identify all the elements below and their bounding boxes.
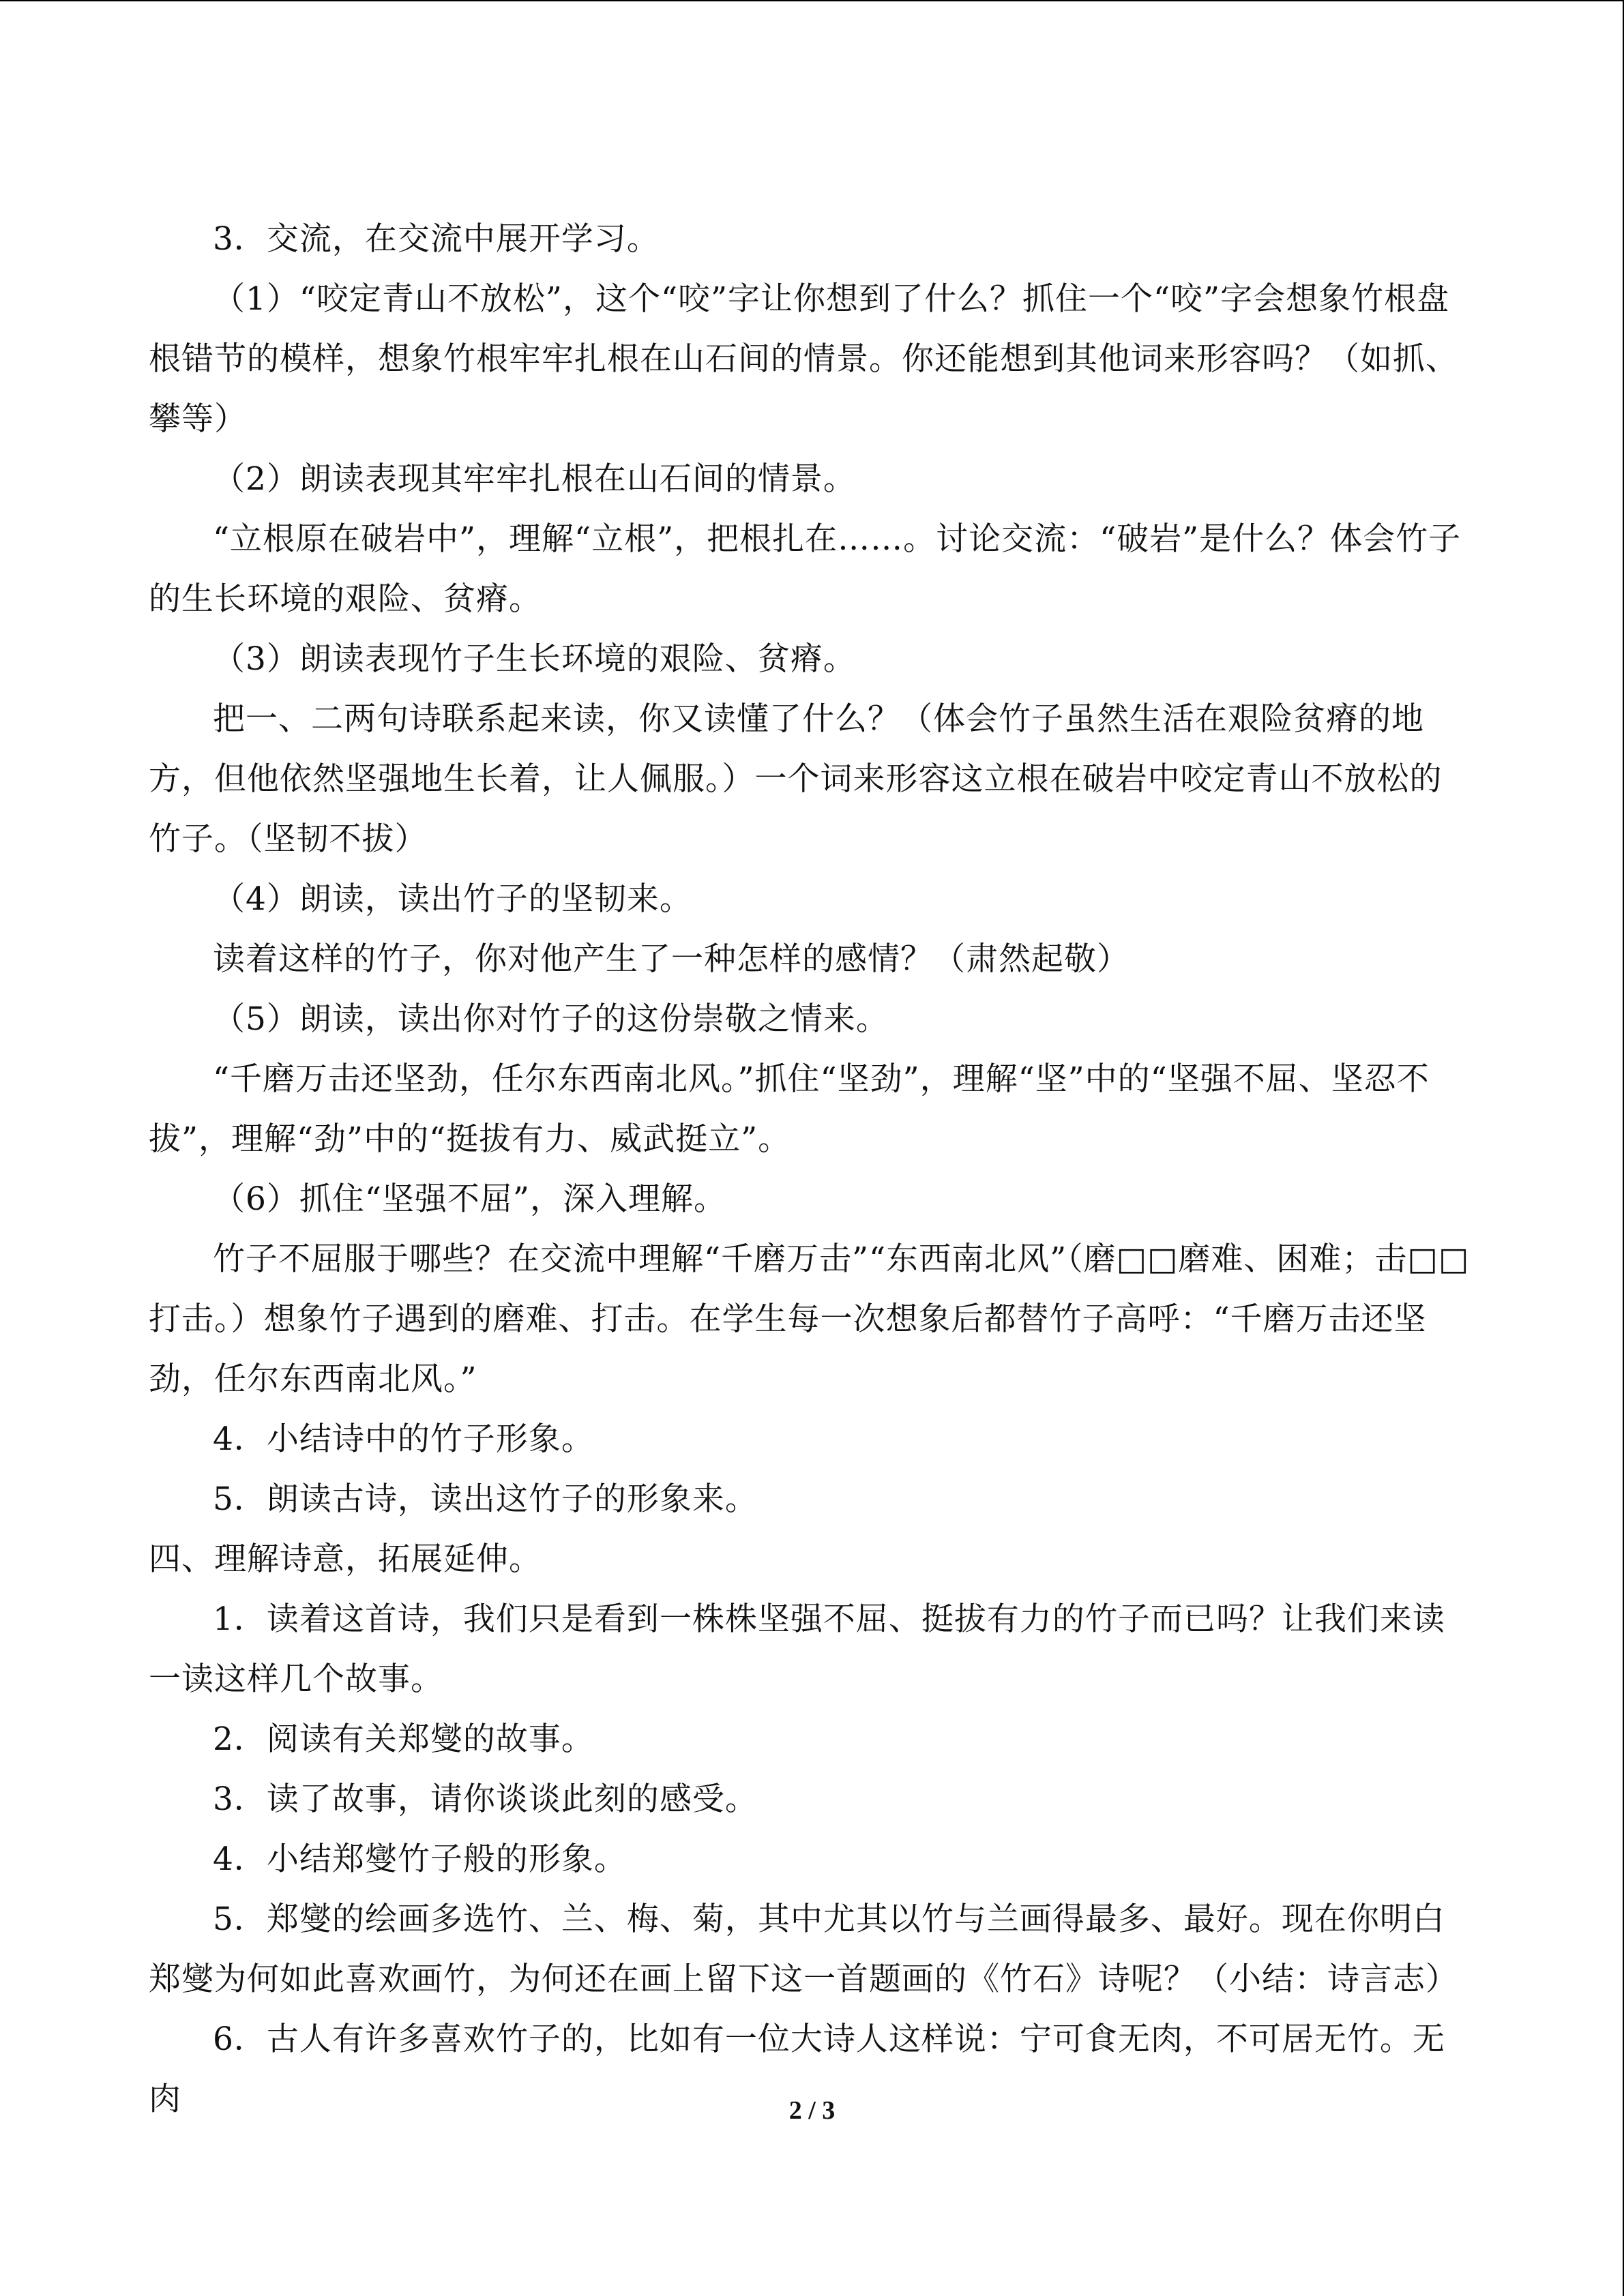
paragraph: 读着这样的竹子，你对他产生了一种怎样的感情？（肃然起敬） — [213, 940, 1130, 978]
paragraph: 2．阅读有关郑燮的故事。 — [213, 1720, 594, 1758]
document-body — [149, 209, 1475, 2130]
paragraph: 3．交流，在交流中展开学习。 — [213, 220, 660, 258]
paragraph: （5）朗读，读出你对竹子的这份崇敬之情来。 — [213, 1000, 889, 1038]
paragraph: （1）“咬定青山不放松”，这个“咬”字让你想到了什么？抓住一个“咬”字会想象竹根盘根错节的模样，想象竹根牢牢扎根在山石间的情景。你还能想到其他词来形容吗？（如抓、攀等） — [149, 280, 1458, 438]
paragraph: （2）朗读表现其牢牢扎根在山石间的情景。 — [213, 460, 856, 498]
paragraph: 4．小结郑燮竹子般的形象。 — [213, 1840, 627, 1878]
section-heading: 四、理解诗意，拓展延伸。 — [149, 1540, 542, 1578]
paragraph: 4．小结诗中的竹子形象。 — [213, 1420, 594, 1458]
paragraph: 把一、二两句诗联系起来读，你又读懂了什么？（体会竹子虽然生活在艰险贫瘠的地方，但他依然坚强地生长着，让人佩服。）一个词来形容这立根在破岩中咬定青山不放松的竹子。（坚韧不拔） — [149, 700, 1443, 858]
paragraph: 6．古人有许多喜欢竹子的，比如有一位大诗人这样说：宁可食无肉，不可居无竹。无肉 — [149, 2021, 1445, 2118]
paragraph: “立根原在破岩中”，理解“立根”，把根扎在……。讨论交流：“破岩”是什么？体会竹子的生长环境的艰险、贫瘠。 — [149, 520, 1462, 618]
page-number: 2 / 3 — [788, 2096, 836, 2125]
paragraph: “千磨万击还坚劲，任尔东西南北风。”抓住“坚劲”，理解“坚”中的“坚强不屈、坚忍不拔”，理解“劲”中的“挺拔有力、威武挺立”。 — [149, 1060, 1430, 1158]
paragraph: （3）朗读表现竹子生长环境的艰险、贫瘠。 — [213, 640, 856, 678]
paragraph: 1．读着这首诗，我们只是看到一株株坚强不屈、挺拔有力的竹子而已吗？让我们来读一读这样几个故事。 — [149, 1600, 1445, 1698]
paragraph: 3．读了故事，请你谈谈此刻的感受。 — [213, 1780, 758, 1818]
paragraph: 竹子不屈服于哪些？在交流中理解“千磨万击”“东西南北风”（磨□□磨难、困难；击□□打击。）想象竹子遇到的磨难、打击。在学生每一次想象后都替竹子高呼：“千磨万击还坚劲，任尔东西南北风。” — [149, 1240, 1470, 1398]
paragraph: （4）朗读，读出竹子的坚韧来。 — [213, 880, 692, 918]
paragraph: 5．郑燮的绘画多选竹、兰、梅、菊，其中尤其以竹与兰画得最多、最好。现在你明白郑燮为何如此喜欢画竹，为何还在画上留下这一首题画的《竹石》诗呢？（小结：诗言志） — [149, 1900, 1458, 1998]
paragraph: （6）抓住“坚强不屈”，深入理解。 — [213, 1180, 726, 1218]
paragraph: 5．朗读古诗，读出这竹子的形象来。 — [213, 1480, 758, 1518]
